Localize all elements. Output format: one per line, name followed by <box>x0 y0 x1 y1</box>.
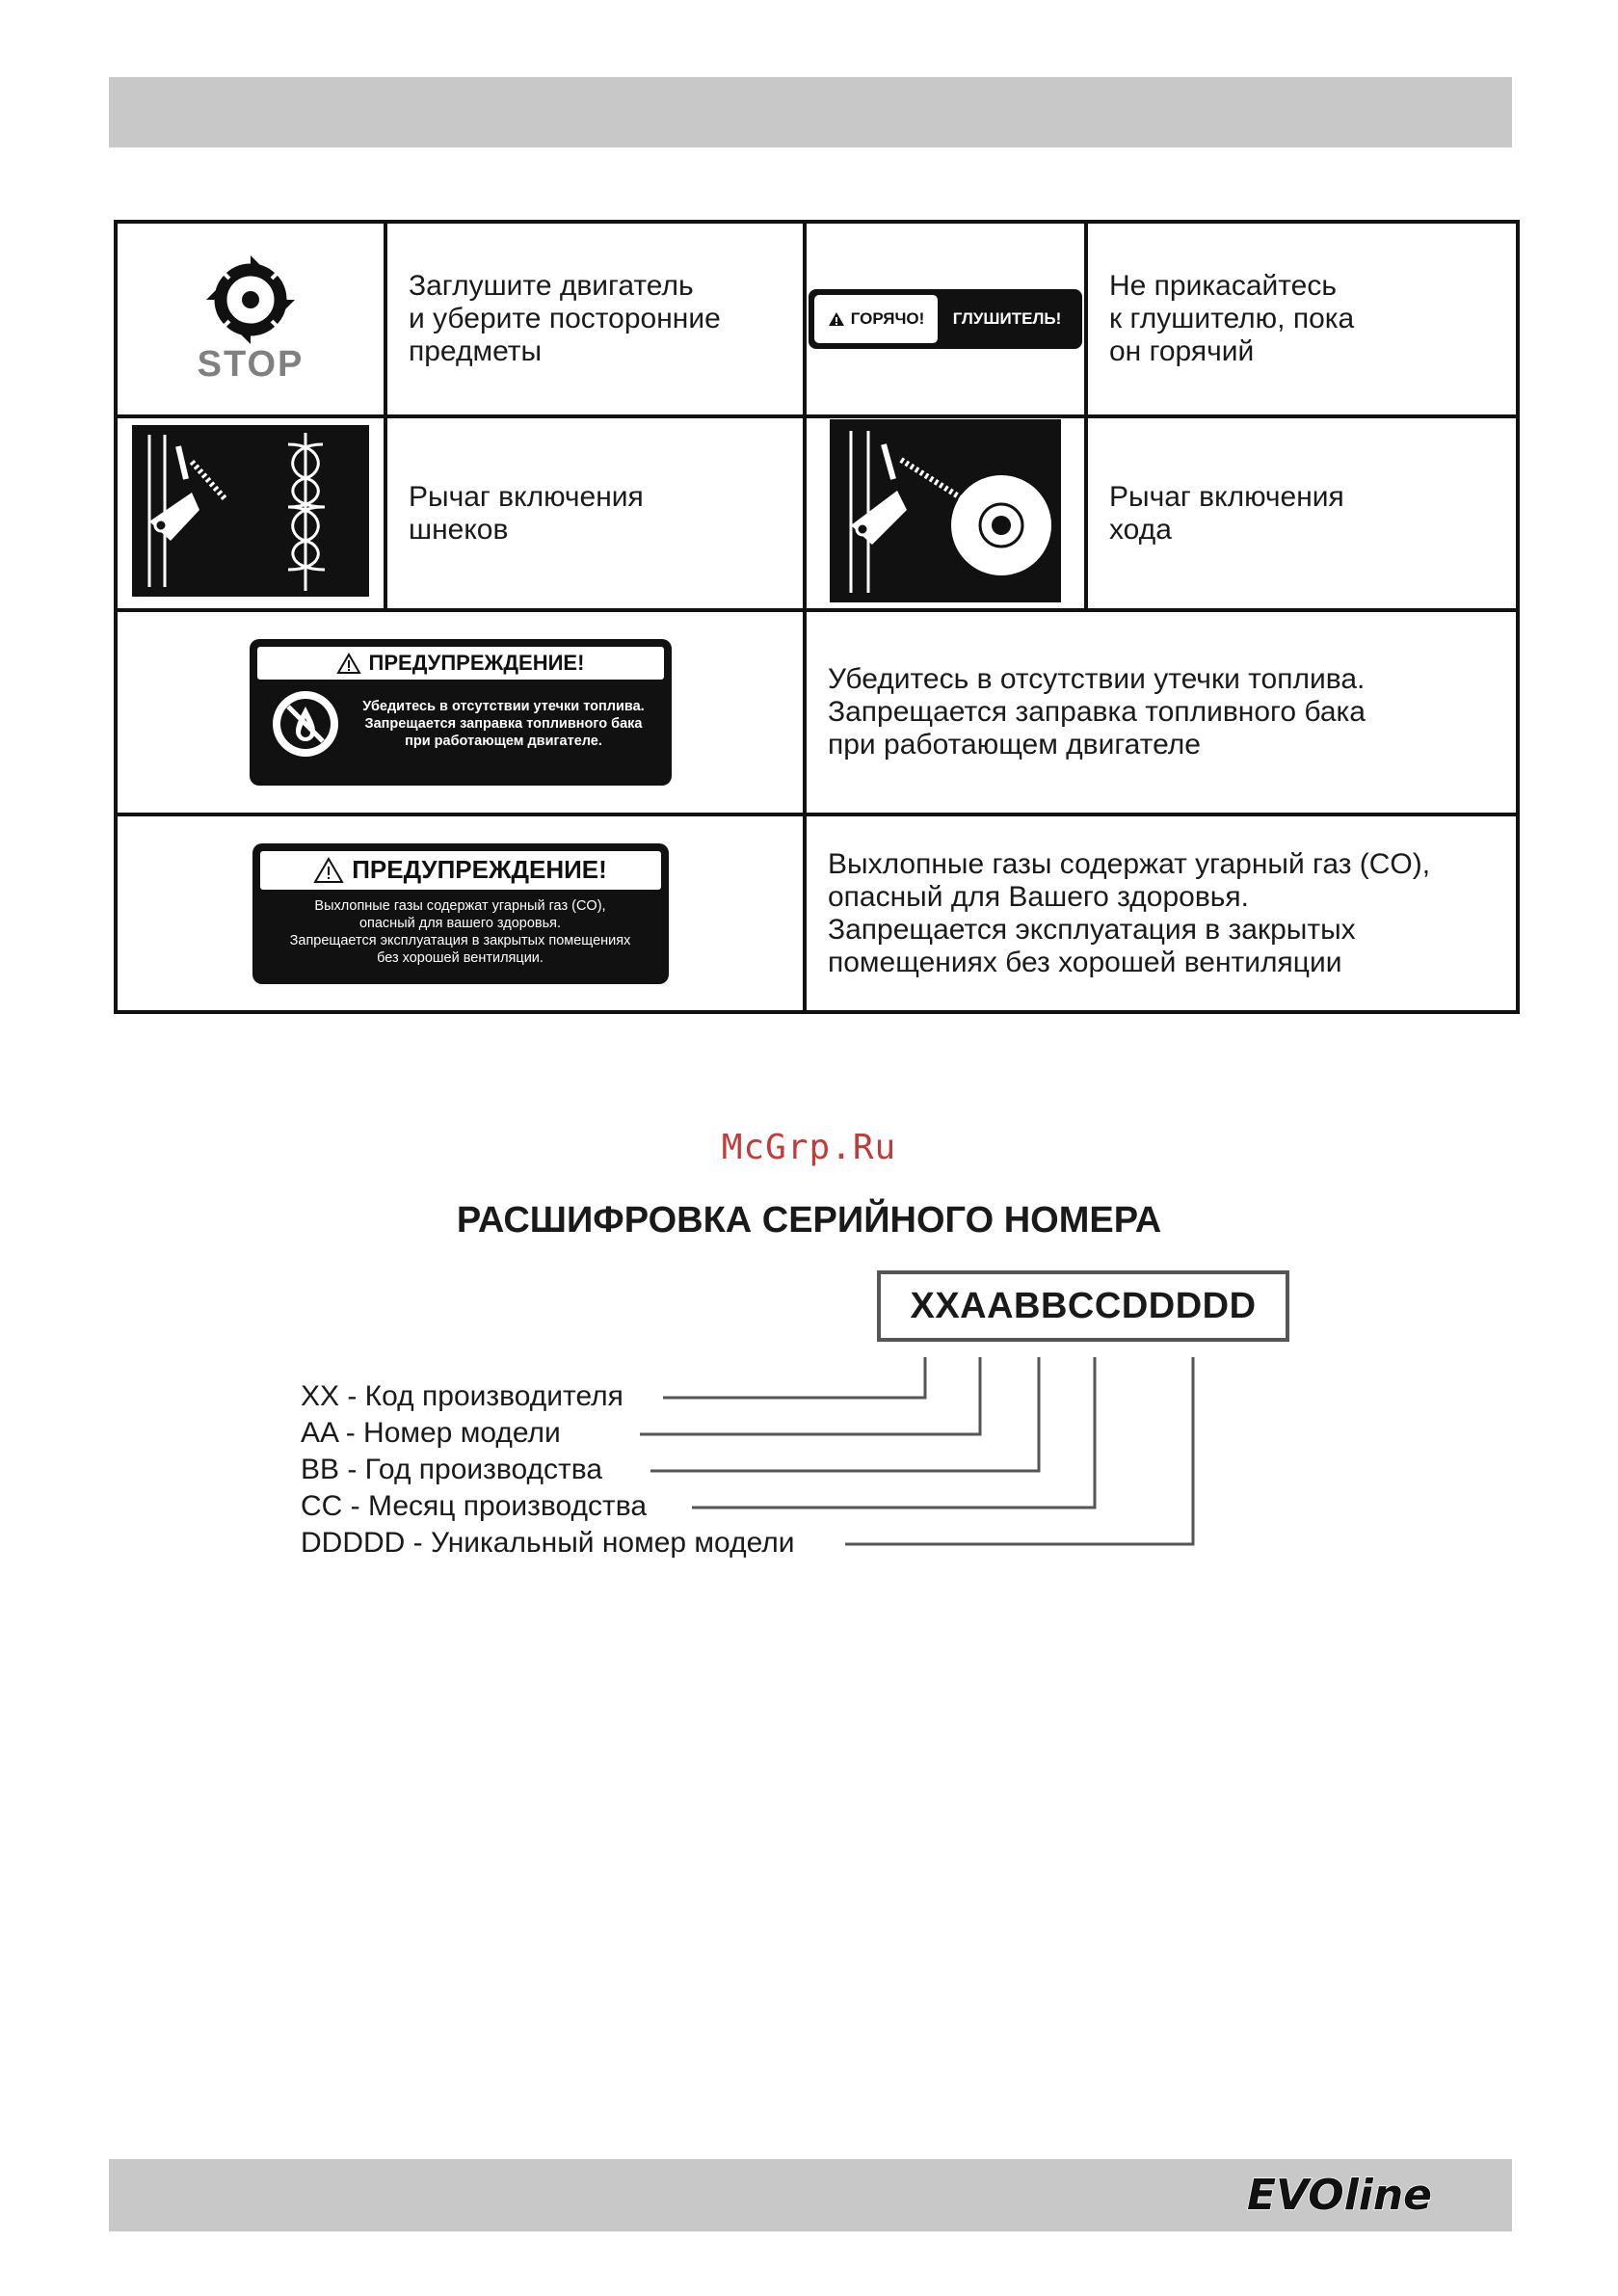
leader-xx <box>663 1357 925 1398</box>
legend-xx: XX - Код производителя <box>301 1380 623 1412</box>
hot-label: ГОРЯЧО! <box>850 309 925 328</box>
watermark: McGrp.Ru <box>721 1128 897 1167</box>
muffler-label: ГЛУШИТЕЛЬ! <box>952 309 1062 328</box>
auger-lever-label: Рычаг включения шнеков <box>409 480 644 546</box>
stop-label: STOP <box>197 343 305 385</box>
leader-aa <box>640 1357 980 1434</box>
hot-instruction: Не прикасайтесь к глушителю, пока он горячий <box>1109 270 1355 367</box>
legend-cc: CC - Месяц производства <box>301 1490 648 1522</box>
fuel-warning-title: ПРЕДУПРЕЖДЕНИЕ! <box>368 651 585 675</box>
leader-ddddd <box>845 1357 1193 1544</box>
serial-title: РАСШИФРОВКА СЕРИЙНОГО НОМЕРА <box>456 1200 1162 1241</box>
serial-code: XXAABBCCDDDDD <box>910 1285 1257 1326</box>
evoline-logo <box>1208 2169 1471 2223</box>
fuel-warning-body: Убедитесь в отсутствии утечки топлива. Запрещается заправка топливного бака при работающем двигателе. <box>362 699 645 749</box>
legend-bb: BB - Год производства <box>301 1454 603 1485</box>
fuel-instruction: Убедитесь в отсутствии утечки топлива. Запрещается заправка топливного бака при работающем двигателе <box>828 663 1366 761</box>
leader-cc <box>692 1357 1095 1508</box>
drive-lever-label: Рычаг включения хода <box>1109 480 1344 546</box>
exhaust-instruction: Выхлопные газы содержат угарный газ (CO), опасный для Вашего здоровья. Запрещается эксплуатация в закрытых помещениях без хорошей вентиляции <box>828 847 1431 978</box>
exhaust-warning-body: Выхлопные газы содержат угарный газ (CO), опасный для вашего здоровья. Запрещается эксплуатация в закрытых помещениях без хорошей вентиляции. <box>289 897 631 966</box>
legend-aa: AA - Номер модели <box>301 1417 561 1449</box>
exhaust-warning-title: ПРЕДУПРЕЖДЕНИЕ! <box>352 855 607 884</box>
legend-ddddd: DDDDD - Уникальный номер модели <box>301 1527 795 1559</box>
brand-name: EVOline <box>1246 2171 1433 2220</box>
stop-instruction: Заглушите двигатель и уберите посторонние предметы <box>409 270 721 367</box>
